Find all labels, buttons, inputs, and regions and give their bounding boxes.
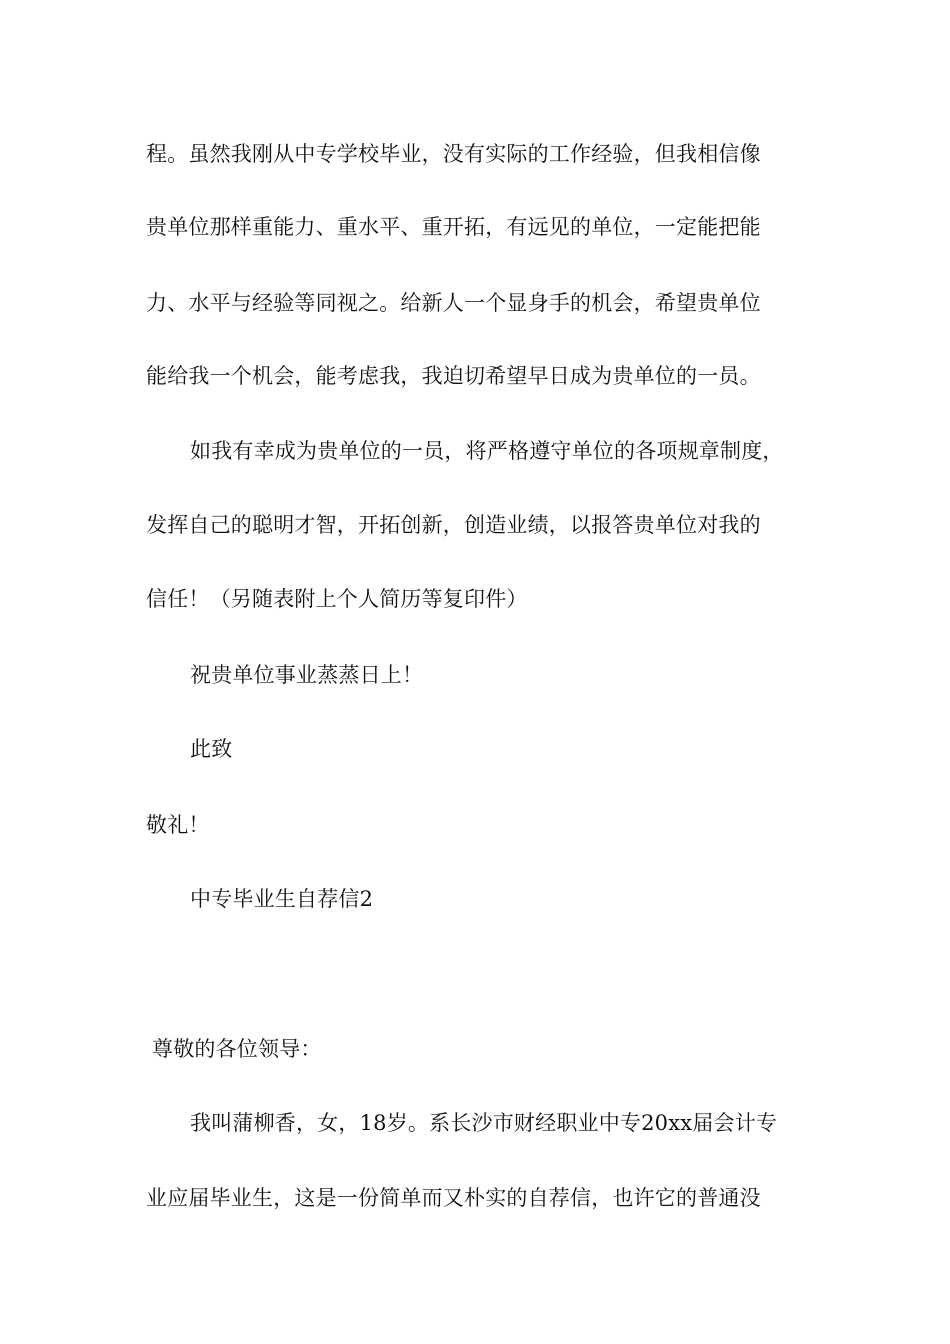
paragraph-line: 发挥自己的聪明才智，开拓创新，创造业绩，以报答贵单位对我的 xyxy=(146,513,761,537)
paragraph-line: 贵单位那样重能力、重水平、重开拓，有远见的单位，一定能把能 xyxy=(146,215,761,239)
closing-cizhi: 此致 xyxy=(190,737,233,761)
paragraph-line: 程。虽然我刚从中专学校毕业，没有实际的工作经验，但我相信像 xyxy=(146,142,761,166)
closing-jingli: 敬礼！ xyxy=(146,813,210,837)
salutation: 尊敬的各位领导： xyxy=(152,1037,322,1061)
section-title: 中专毕业生自荐信2 xyxy=(190,887,374,911)
paragraph-line: 业应届毕业生，这是一份简单而又朴实的自荐信，也许它的普通没 xyxy=(146,1186,761,1210)
closing-wish: 祝贵单位事业蒸蒸日上！ xyxy=(190,663,424,687)
paragraph-line: 信任！（另随表附上个人简历等复印件） xyxy=(146,587,528,611)
paragraph-line: 力、水平与经验等同视之。给新人一个显身手的机会，希望贵单位 xyxy=(146,291,761,315)
paragraph-line: 我叫蒲柳香，女，18岁。系长沙市财经职业中专20xx届会计专 xyxy=(190,1111,778,1135)
paragraph-line: 能给我一个机会，能考虑我，我迫切希望早日成为贵单位的一员。 xyxy=(146,364,761,388)
paragraph-line: 如我有幸成为贵单位的一员，将严格遵守单位的各项规章制度， xyxy=(190,439,784,463)
